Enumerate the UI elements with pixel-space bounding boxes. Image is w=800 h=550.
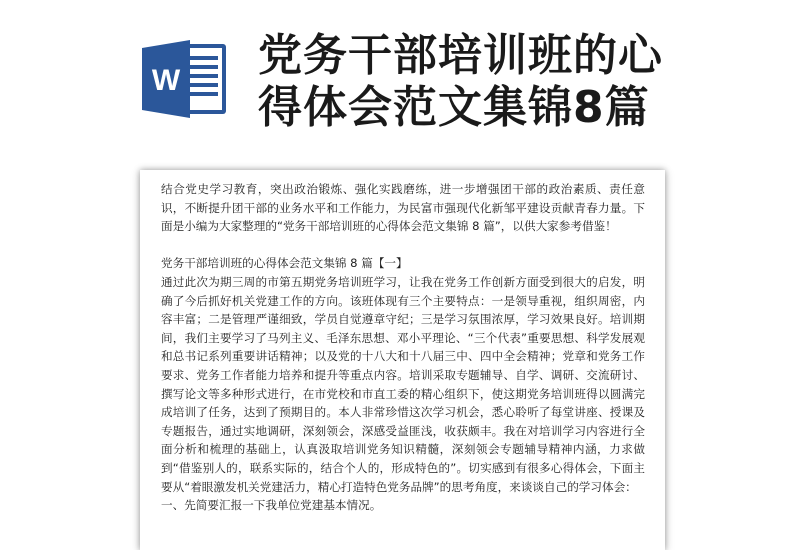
header <box>0 0 800 150</box>
body-paragraph: 通过此次为期三周的市第五期党务培训班学习，让我在党务工作创新方面受到很大的启发，明确了今后抓好机关党建工作的方向。该班体现有三个主要特点：一是领导重视，组织周密，内容丰富；二是管理严谨细致，学员自觉遵章守纪；三是学习氛围浓厚，学习效果良好。培训期间，我们主要学习了马列主义、毛泽东思想、邓小平理论、“三个代表”重要思想、科学发展观和总书记系列重要讲话精神；以及党的十八大和十八届三中、四中全会精神；党章和党务工作要求、党务工作者能力培养和提升等重点内容。培训采取专题辅导、自学、调研、交流研讨、撰写论文等多种形式进行，在市党校和市直工委的精心组织下，使这期党务培训班得以圆满完成培训了任务，达到了预期目的。本人非常珍惜这次学习机会，悉心聆听了每堂讲座、授课及专题报告，通过实地调研，深刻领会，深感受益匪浅，收获颇丰。我在对培训学习内容进行全面分析和梳理的基础上，认真汲取培训党务知识精髓，深刻领会专题辅导精神内涵，力求做到“借鉴别人的，联系实际的，结合个人的，形成特色的”。切实感到有很多心得体会，下面主要从“着眼激发机关党建活力，精心打造特色党务品牌”的思考角度，来谈谈自己的学习体会： <box>161 274 645 494</box>
word-icon-letter: W <box>151 64 181 97</box>
word-document-icon <box>140 38 230 120</box>
page-title <box>258 30 778 134</box>
title-line-2: 得体会范文集锦8篇 <box>258 82 650 133</box>
title-line-1: 党务干部培训班的心 <box>258 30 663 81</box>
intro-paragraph: 结合党史学习教育，突出政治锻炼、强化实践磨练，进一步增强团干部的政治素质、责任意识，不断提升团干部的业务水平和工作能力，为民富市强现代化新邹平建设贡献青春力量。下面是小编为大家整理的“党务干部培训班的心得体会范文集锦 8 篇”，以供大家参考借鉴！ <box>161 182 645 234</box>
document-content <box>161 180 645 515</box>
section-heading: 党务干部培训班的心得体会范文集锦 8 篇【一】 <box>161 256 408 271</box>
document-page <box>140 170 665 550</box>
paragraph-gap <box>161 236 645 255</box>
first-item: 一、先简要汇报一下我单位党建基本情况。 <box>161 498 382 513</box>
